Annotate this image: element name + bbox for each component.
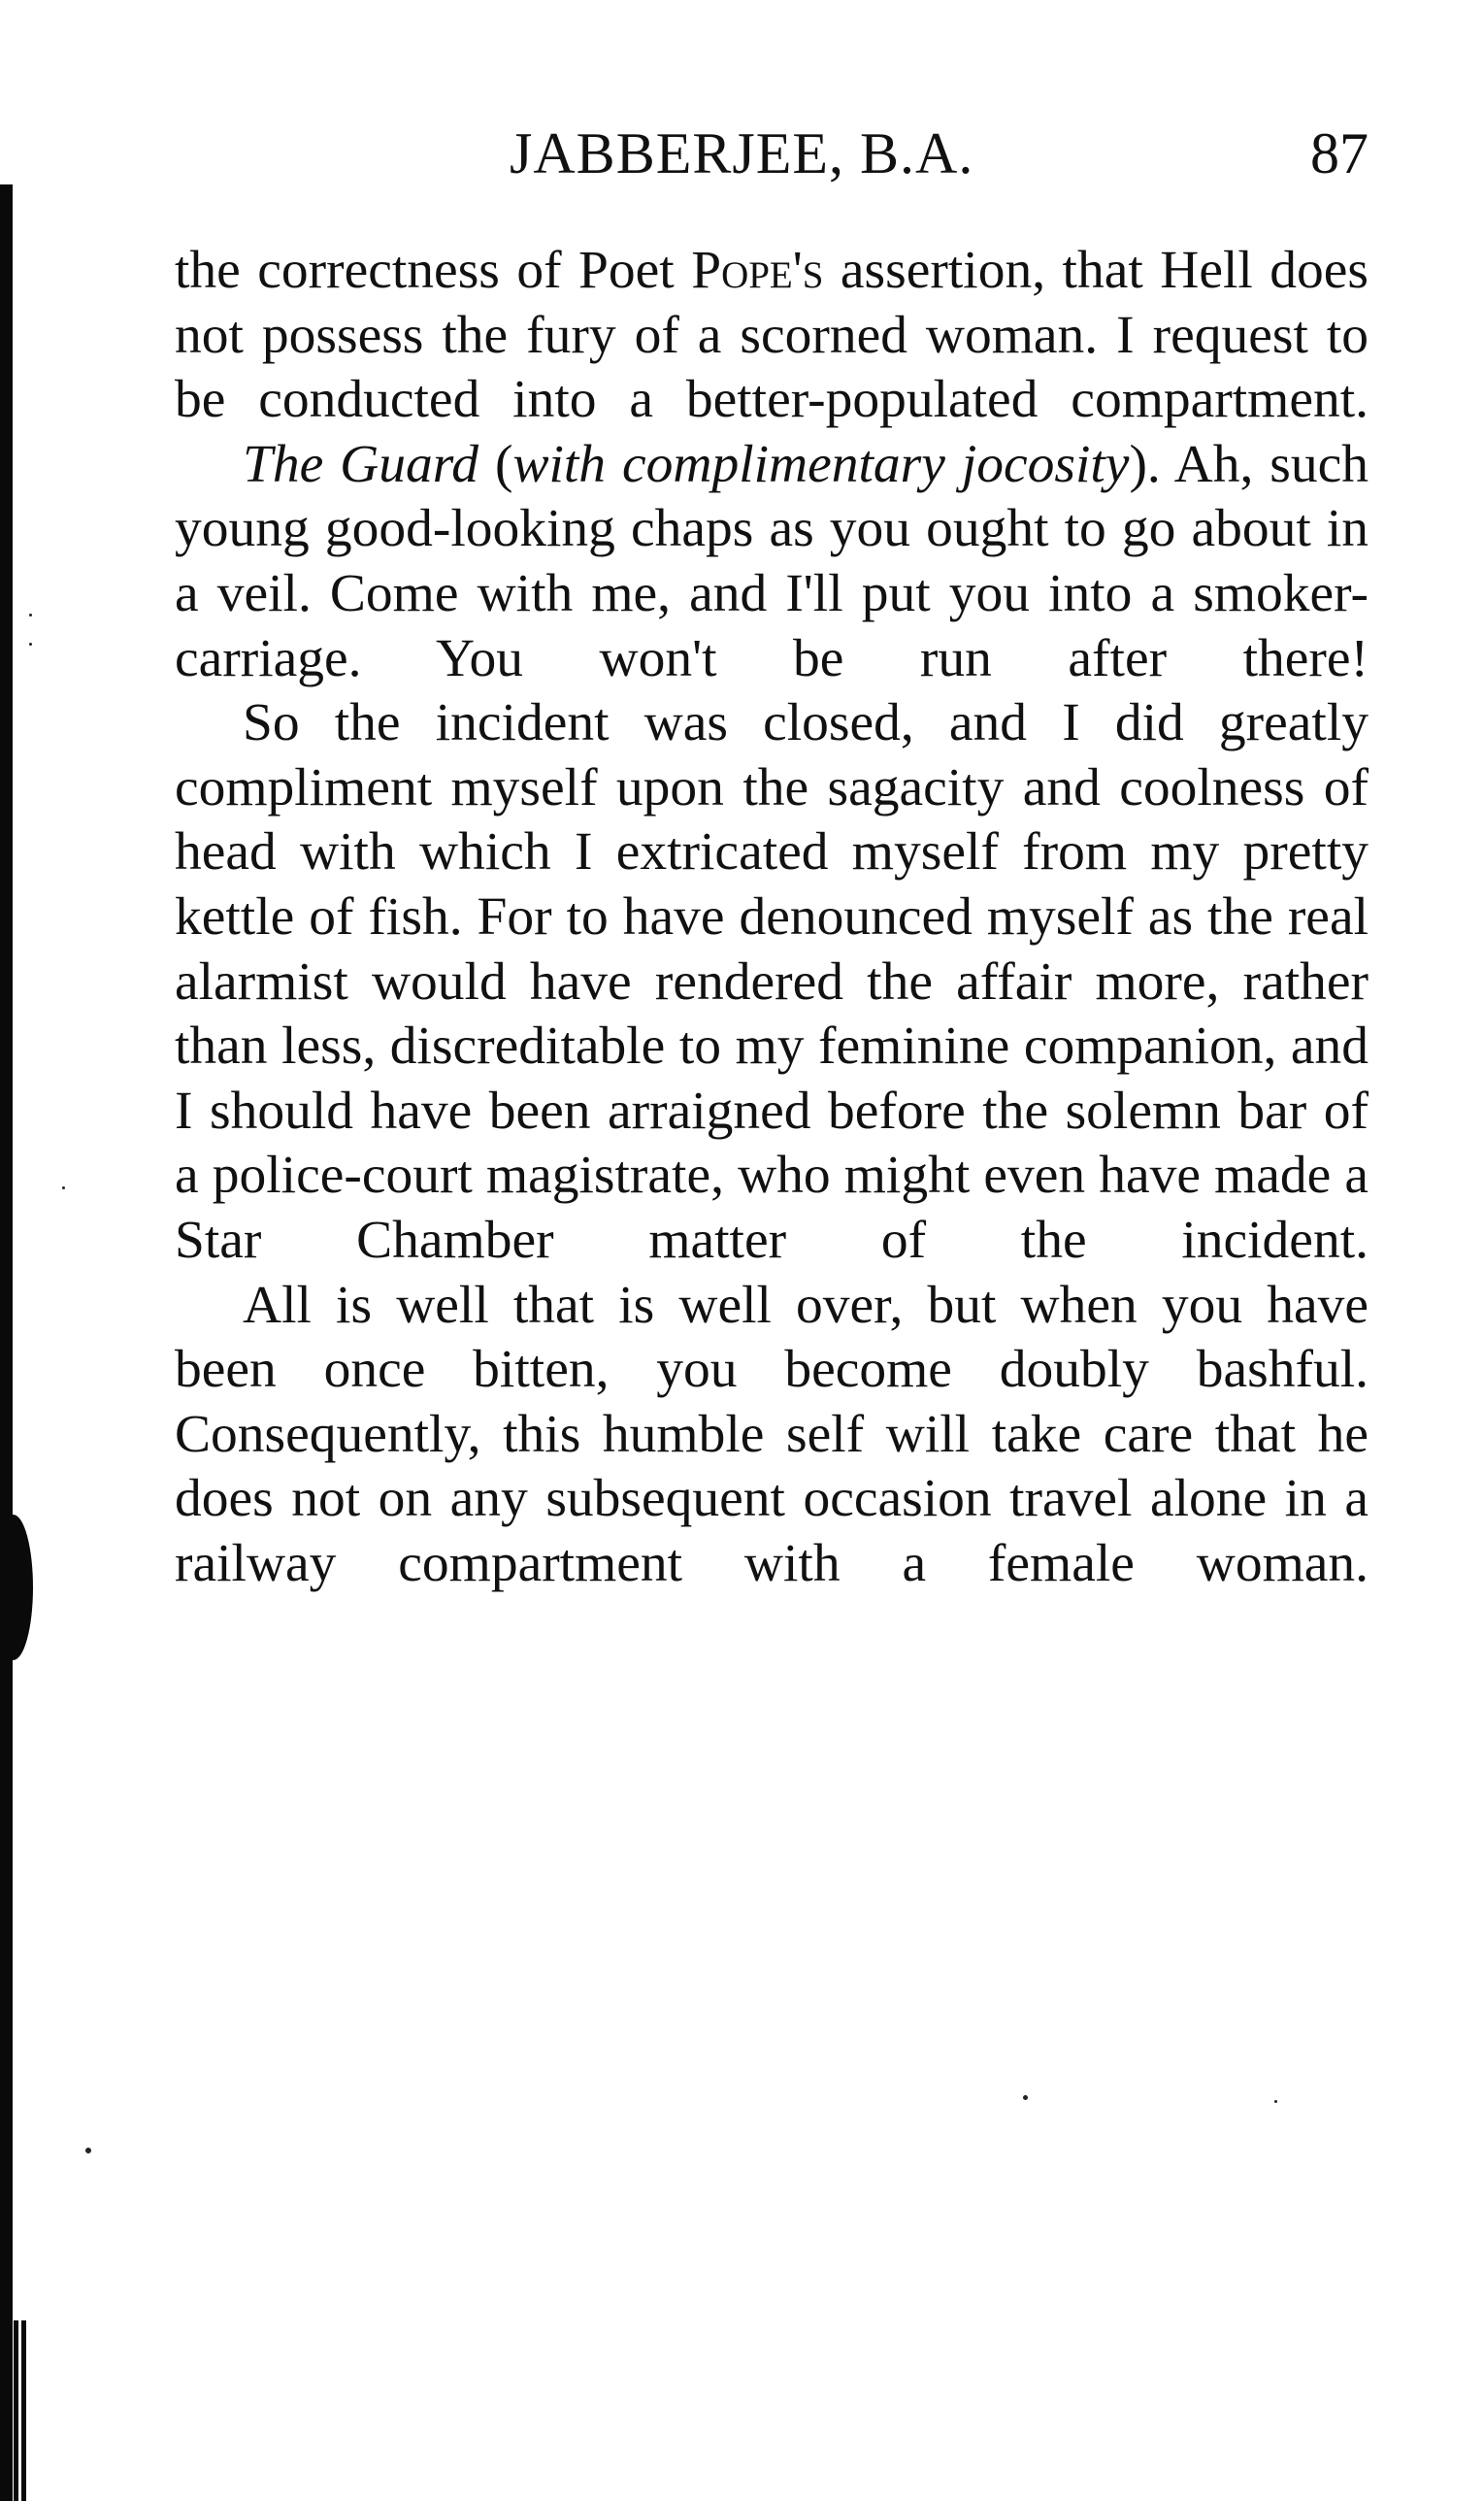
paragraph-text: assertion, that Hell does not possess the fury of a scorned woman. I request to be conducted into a better-populated compartment. xyxy=(175,241,1369,430)
binding-line xyxy=(4,2320,9,2501)
paren-close: ). xyxy=(1129,434,1161,494)
running-title: JABBERJEE, B.A. xyxy=(510,121,974,185)
stage-direction: with complimentary jocosity xyxy=(512,434,1130,494)
scan-speck xyxy=(85,2148,91,2153)
page-number: 87 xyxy=(1310,121,1369,185)
speaker-name: The Guard xyxy=(243,434,479,494)
page-body xyxy=(175,239,1369,1596)
paragraph-text: the correctness of Poet xyxy=(175,241,692,300)
scan-speck xyxy=(62,1186,65,1189)
scan-speck xyxy=(29,643,32,646)
binding-line xyxy=(21,2320,26,2501)
paragraph-continued xyxy=(175,239,1369,433)
paren-open: ( xyxy=(478,434,513,494)
binding-line xyxy=(14,2320,18,2501)
book-binding-edge xyxy=(0,184,13,2501)
paragraph: All is well that is well over, but when you have been once bitten, you become doubly bashful. Consequently, this humble self will take care that he does not on any subsequent occasion travel alone in a railway compartment with a female woman. xyxy=(175,1275,1369,1593)
dialogue-paragraph xyxy=(175,433,1369,691)
scan-speck xyxy=(1023,2095,1028,2100)
binding-bulge xyxy=(0,1515,33,1660)
page-header xyxy=(175,115,1369,192)
scan-speck xyxy=(29,614,32,617)
speech-text: Ah, such young good-looking chaps as you ought to go about in a veil. Come with me, and I'll put you into a smoker-carriage. You won't be run after there! xyxy=(175,434,1369,688)
author-name: Pope's xyxy=(691,241,824,300)
paragraph: So the incident was closed, and I did greatly compliment myself upon the sagacity and coolness of head with which I extricated myself from my pretty kettle of fish. For to have denounced myself as the real alarmist would have rendered the affair more, rather than less, discreditable to my feminine companion, and I should have been arraigned before the solemn bar of a police-court magistrate, who might even have made a Star Chamber matter of the incident. xyxy=(175,693,1369,1270)
scan-speck xyxy=(1274,2100,1277,2103)
